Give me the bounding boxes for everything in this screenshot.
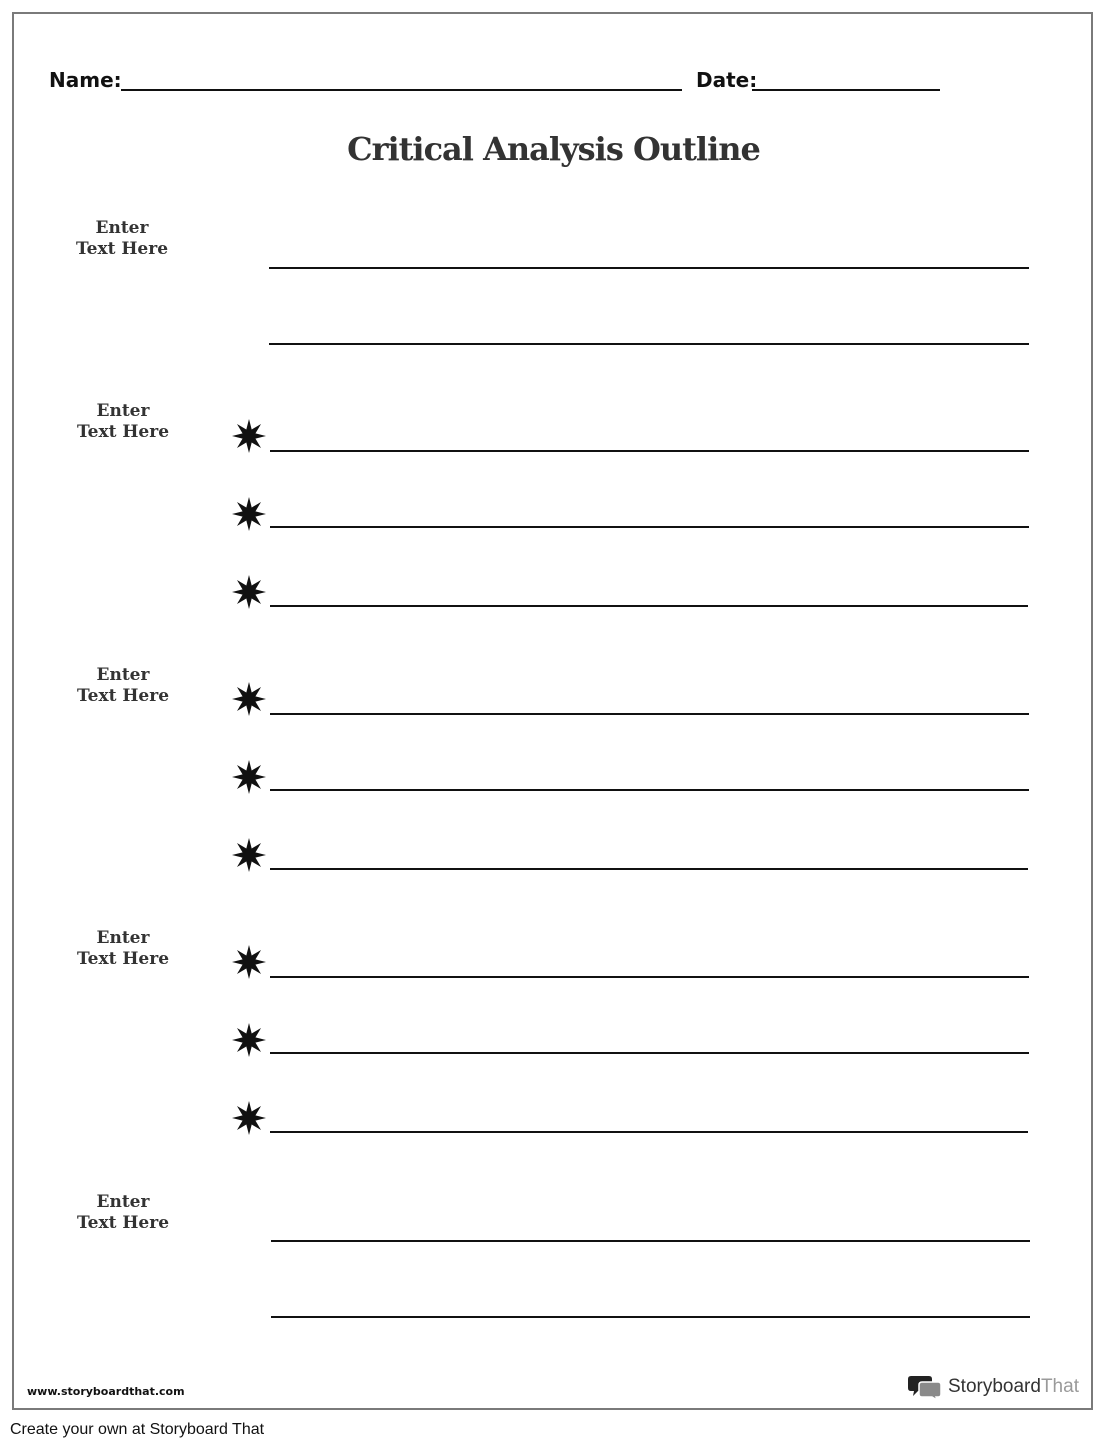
starburst-icon — [231, 418, 267, 454]
writing-line[interactable] — [271, 1240, 1030, 1242]
writing-line[interactable] — [269, 343, 1029, 345]
starburst-icon — [231, 496, 267, 532]
name-label: Name: — [49, 68, 122, 92]
starburst-icon — [231, 759, 267, 795]
section-label-line2: Text Here — [76, 422, 170, 442]
writing-line[interactable] — [270, 605, 1028, 607]
starburst-icon — [231, 1022, 267, 1058]
starburst-icon — [231, 837, 267, 873]
starburst-icon — [231, 944, 267, 980]
section-label-line2: Text Here — [76, 686, 170, 706]
writing-line[interactable] — [270, 976, 1029, 978]
section-label-line1: Enter — [96, 928, 150, 948]
section-label-2[interactable] — [63, 401, 183, 443]
starburst-icon — [231, 574, 267, 610]
section-label-line2: Text Here — [76, 949, 170, 969]
writing-line[interactable] — [270, 713, 1029, 715]
section-label-3[interactable] — [63, 665, 183, 707]
name-field-line[interactable] — [121, 89, 682, 91]
section-label-line1: Enter — [96, 665, 150, 685]
writing-line[interactable] — [269, 267, 1029, 269]
date-field-line[interactable] — [752, 89, 940, 91]
create-your-own-link[interactable]: Create your own at Storyboard That — [10, 1421, 265, 1438]
section-label-line1: Enter — [96, 401, 150, 421]
footer-url[interactable]: www.storyboardthat.com — [27, 1385, 185, 1398]
section-label-line1: Enter — [96, 1192, 150, 1212]
writing-line[interactable] — [270, 450, 1029, 452]
section-label-1[interactable] — [62, 218, 182, 260]
starburst-icon — [231, 681, 267, 717]
section-label-line2: Text Here — [75, 239, 169, 259]
page-title: Critical Analysis Outline — [347, 130, 760, 168]
logo-text-storyboard: Storyboard — [948, 1376, 1041, 1397]
section-label-line2: Text Here — [76, 1213, 170, 1233]
writing-line[interactable] — [270, 526, 1029, 528]
section-label-5[interactable] — [63, 1192, 183, 1234]
speech-bubbles-icon — [908, 1373, 942, 1401]
starburst-icon — [231, 1100, 267, 1136]
storyboardthat-logo[interactable] — [908, 1372, 1079, 1402]
writing-line[interactable] — [271, 1316, 1030, 1318]
writing-line[interactable] — [270, 868, 1028, 870]
writing-line[interactable] — [270, 1131, 1028, 1133]
section-label-4[interactable] — [63, 928, 183, 970]
writing-line[interactable] — [270, 789, 1029, 791]
writing-line[interactable] — [270, 1052, 1029, 1054]
logo-text-that: That — [1040, 1376, 1079, 1397]
section-label-line1: Enter — [95, 218, 149, 238]
date-label: Date: — [696, 68, 758, 92]
